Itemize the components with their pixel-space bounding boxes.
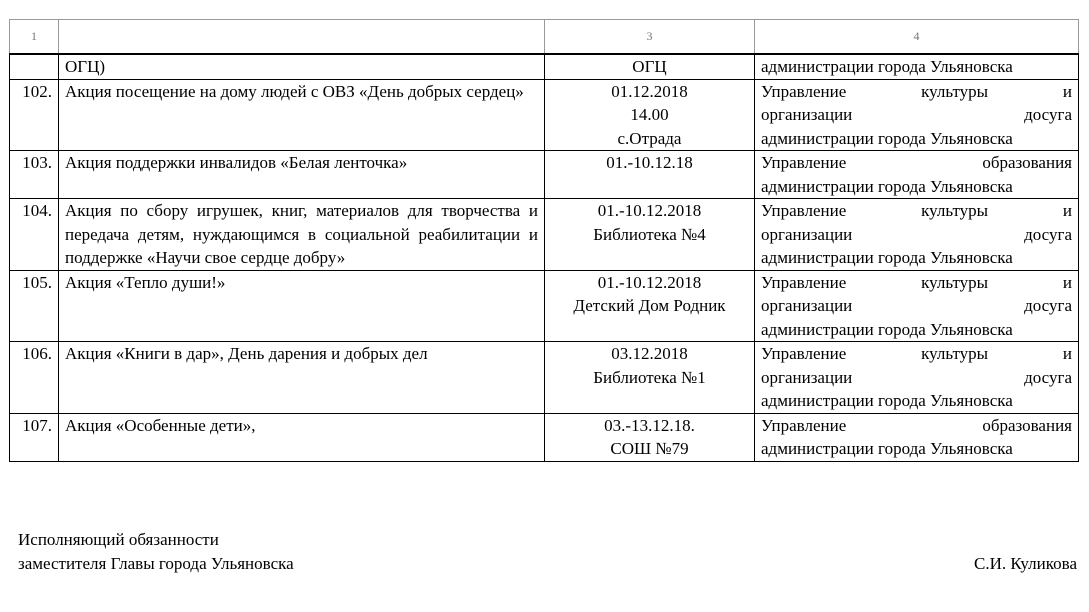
event-name-cell: Акция «Особенные дети», [59,413,545,461]
responsible-cell [755,342,1079,414]
carryover-name-cell: ОГЦ) [59,54,545,79]
date-place-line: Библиотека №1 [593,367,706,387]
responsible-cell [755,79,1079,151]
responsible-line: администрации города Ульяновска [761,439,1013,458]
responsible-line: организации досуга [761,105,1072,124]
events-table [9,19,1079,462]
event-name-cell: Акция «Книги в дар», День дарения и добрых дел [59,342,545,414]
date-place-line: 01.-10.12.2018 [597,201,702,220]
column-number-3: 3 [545,20,755,55]
responsible-line: администрации города Ульяновска [761,391,1013,410]
responsible-cell [755,270,1079,342]
row-number-cell: 106. [10,342,59,414]
date-place-line: 01.-10.12.2018 [597,272,702,292]
responsible-line: Управление культуры и [761,272,1072,292]
table-row [10,199,1079,271]
responsible-line: администрации города Ульяновска [761,319,1013,339]
responsible-line: организации досуга [761,224,1072,244]
date-place-line: 01.-10.12.18 [606,153,693,172]
responsible-line: Управление культуры и [761,344,1072,363]
responsible-line: администрации города Ульяновска [761,248,1013,267]
event-name-cell: Акция поддержки инвалидов «Белая ленточка» [59,151,545,199]
column-number-2 [59,20,545,55]
date-place-cell [545,151,755,199]
date-place-line: 01.12.2018 [611,81,688,101]
date-place-cell [545,79,755,151]
table-row [10,342,1079,414]
responsible-line: Управление образования [761,415,1072,435]
signature-position-line-2: заместителя Главы города Ульяновска [18,554,294,573]
date-place-line: Детский Дом Родник [573,296,726,315]
event-name-cell: Акция посещение на дому людей с ОВЗ «День добрых сердец» [59,79,545,151]
date-place-line: СОШ №79 [610,439,689,458]
event-name-cell: Акция по сбору игрушек, книг, материалов для творчества и передача детям, нуждающимся в социальной реабилитации и поддержке «Научи свое сердце добру» [59,199,545,271]
carryover-row [10,54,1079,79]
date-place-line: Библиотека №4 [593,224,706,244]
date-place-line: с.Отрада [617,128,682,148]
row-number-cell: 103. [10,151,59,199]
date-place-line: 03.12.2018 [611,344,688,363]
signature-position [18,528,294,576]
event-name-cell: Акция «Тепло души!» [59,270,545,342]
signature-position-line-1: Исполняющий обязанности [18,530,219,549]
carryover-date-cell: ОГЦ [545,54,755,79]
column-number-row [10,20,1079,55]
responsible-line: Управление культуры и [761,201,1072,220]
responsible-line: Управление образования [761,153,1072,172]
table-row [10,270,1079,342]
table-row [10,79,1079,151]
column-number-4: 4 [755,20,1079,55]
row-number-cell: 104. [10,199,59,271]
date-place-cell [545,270,755,342]
responsible-line: организации досуга [761,296,1072,315]
responsible-cell [755,151,1079,199]
column-number-1: 1 [10,20,59,55]
responsible-cell [755,413,1079,461]
date-place-cell [545,342,755,414]
row-number-cell: 105. [10,270,59,342]
responsible-line: организации досуга [761,367,1072,387]
date-place-cell [545,199,755,271]
date-place-line: 14.00 [630,105,669,124]
date-place-line: 03.-13.12.18. [604,415,695,435]
table-row [10,413,1079,461]
table-row [10,151,1079,199]
responsible-line: Управление культуры и [761,81,1072,101]
signature-name: С.И. Куликова [973,554,1077,573]
row-number-cell: 107. [10,413,59,461]
row-number-cell: 102. [10,79,59,151]
responsible-line: администрации города Ульяновска [761,128,1013,148]
carryover-resp-cell: администрации города Ульяновска [755,54,1079,79]
responsible-cell [755,199,1079,271]
responsible-line: администрации города Ульяновска [761,176,1013,196]
carryover-num-cell [10,54,59,79]
date-place-cell [545,413,755,461]
